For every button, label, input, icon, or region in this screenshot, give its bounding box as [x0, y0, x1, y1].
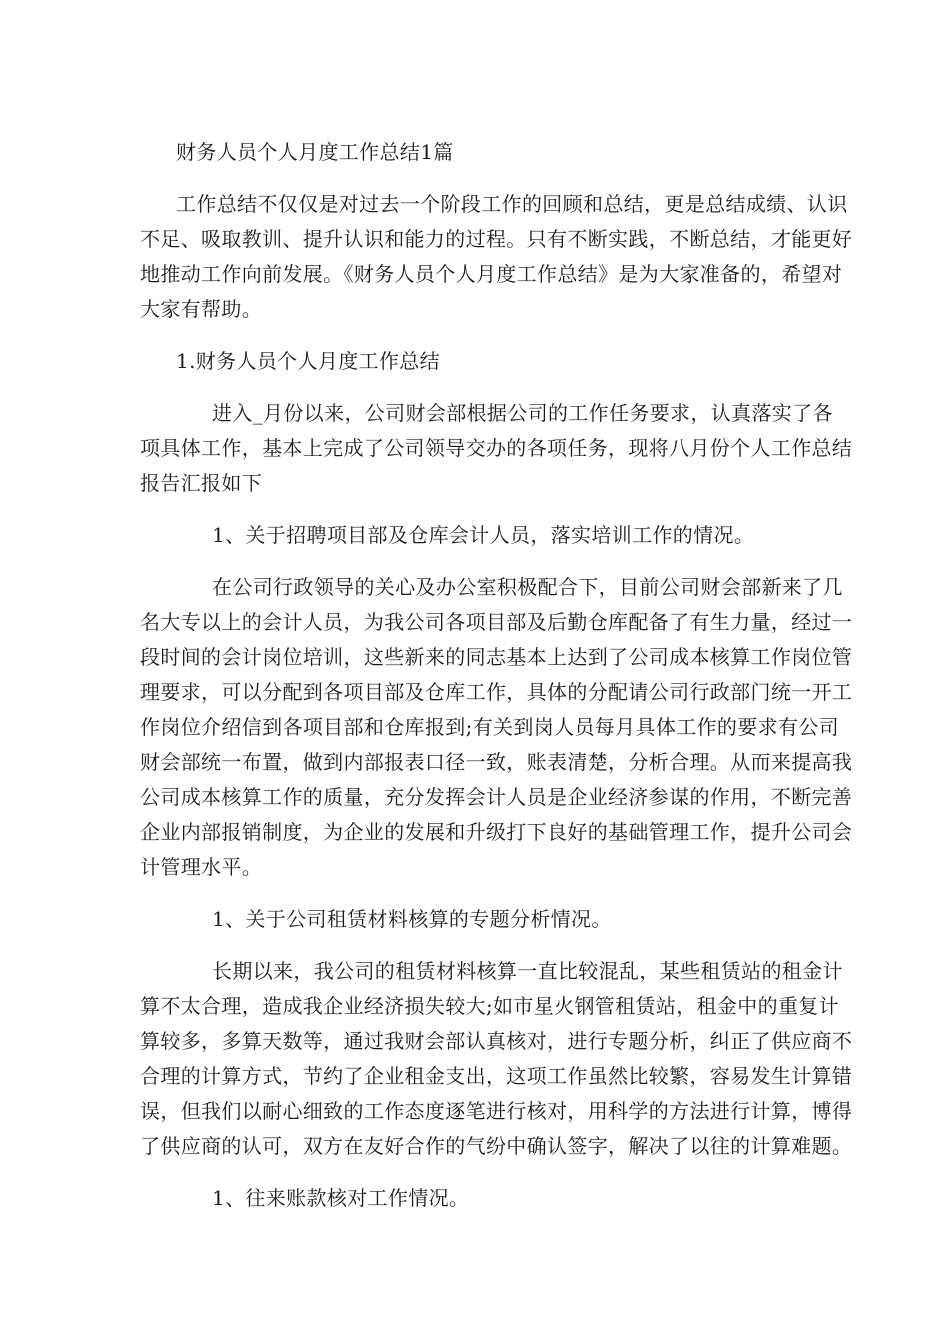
item1-line-1: 在公司行政领导的关心及办公室积极配合下，目前公司财会部新来了几 [212, 575, 843, 599]
opening-line-2: 项具体工作，基本上完成了公司领导交办的各项任务，现将八月份个人工作总结 [140, 436, 853, 460]
item1-line-4: 理要求，可以分配到各项目部及仓库工作，具体的分配请公司行政部门统一开工 [140, 680, 853, 704]
item1-line-9: 计管理水平。 [140, 855, 263, 879]
item2-line-6: 了供应商的认可，双方在友好合作的气纷中确认签字，解决了以往的计算难题。 [140, 1134, 853, 1158]
intro-line-3: 地推动工作向前发展。《财务人员个人月度工作总结》是为大家准备的，希望对 [140, 262, 843, 286]
item2-line-3: 算较多，多算天数等，通过我财会部认真核对，进行专题分析，纠正了供应商不 [140, 1029, 853, 1053]
section-heading: 1.财务人员个人月度工作总结 [176, 349, 440, 373]
item2-heading: 1、关于公司租赁材料核算的专题分析情况。 [212, 907, 612, 931]
item2-line-1: 长期以来，我公司的租赁材料核算一直比较混乱，某些租赁站的租金计 [212, 959, 843, 983]
item2-line-4: 合理的计算方式，节约了企业租金支出，这项工作虽然比较繁，容易发生计算错 [140, 1064, 853, 1088]
item3-heading: 1、往来账款核对工作情况。 [212, 1186, 470, 1210]
item1-line-8: 企业内部报销制度，为企业的发展和升级打下良好的基础管理工作，提升公司会 [140, 820, 853, 844]
item1-line-6: 财会部统一布置，做到内部报表口径一致，账表清楚，分析合理。从而来提高我 [140, 750, 853, 774]
opening-line-1: 进入_月份以来，公司财会部根据公司的工作任务要求，认真落实了各 [212, 401, 833, 425]
intro-line-2: 不足、吸取教训、提升认识和能力的过程。只有不断实践，不断总结，才能更好 [140, 227, 853, 251]
intro-line-4: 大家有帮助。 [140, 297, 263, 321]
item1-heading: 1、关于招聘项目部及仓库会计人员，落实培训工作的情况。 [212, 523, 755, 547]
document-title: 财务人员个人月度工作总结1篇 [176, 140, 454, 164]
item1-line-7: 公司成本核算工作的质量，充分发挥会计人员是企业经济参谋的作用，不断完善 [140, 785, 853, 809]
item1-line-5: 作岗位介绍信到各项目部和仓库报到;有关到岗人员每月具体工作的要求有公司 [140, 715, 839, 739]
opening-line-3: 报告汇报如下 [140, 471, 263, 495]
item2-line-2: 算不太合理，造成我企业经济损失较大;如市星火钢管租赁站，租金中的重复计 [140, 994, 839, 1018]
item2-line-5: 误，但我们以耐心细致的工作态度逐笔进行核对，用科学的方法进行计算，博得 [140, 1099, 853, 1123]
intro-line-1: 工作总结不仅仅是对过去一个阶段工作的回顾和总结，更是总结成绩、认识 [176, 192, 848, 216]
item1-line-3: 段时间的会计岗位培训，这些新来的同志基本上达到了公司成本核算工作岗位管 [140, 645, 853, 669]
item1-line-2: 名大专以上的会计人员，为我公司各项目部及后勤仓库配备了有生力量，经过一 [140, 610, 853, 634]
